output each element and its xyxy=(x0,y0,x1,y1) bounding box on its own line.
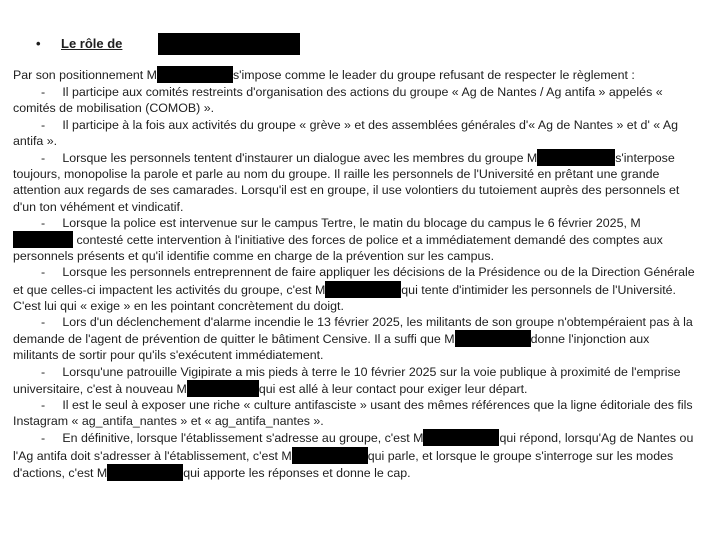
list-dash: - xyxy=(41,117,46,132)
intro-text-before: Par son positionnement M xyxy=(13,68,157,82)
list-item-text: contesté cette intervention à l'initiative des forces de police et a immédiatement demandé des comptes aux personnels présents et qu'il identifie comme en charge de la prévention sur les campus. xyxy=(13,233,663,264)
list-item-text: Il est le seul à exposer une riche « culture antifasciste » usant des mêmes références que la ligne éditoriale des fils Instagram « ag_antifa_nantes » et « ag_antifa_nantes ». xyxy=(13,398,693,429)
redaction-box xyxy=(158,33,300,55)
list-item-text: Il participe à la fois aux activités du groupe « grève » et des assemblées générales d'« Ag de Nantes » et d' « Ag antifa ». xyxy=(13,117,679,148)
list-item xyxy=(13,215,695,265)
list-dash: - xyxy=(41,85,46,100)
redaction-box xyxy=(537,149,615,166)
list-item-text: Lorsqu'une patrouille Vigipirate a mis pieds à terre le 10 février 2025 sur la voie publique à proximité de l'emprise universitaire, c'est à nouveau M xyxy=(13,364,681,396)
list-dash: - xyxy=(41,265,46,280)
list-item-text: Lors d'un déclenchement d'alarme incendie le 13 février 2025, les militants de son groupe n'obtempéraient pas à la demande de l'agent de prévention de quitter le bâtiment Censive. Il a suffi que M xyxy=(13,315,693,347)
intro-text-after: s'impose comme le leader du groupe refusant de respecter le règlement : xyxy=(232,68,635,82)
list-item xyxy=(13,117,695,149)
redaction-box xyxy=(157,66,233,83)
redaction-box xyxy=(423,429,499,446)
redaction-box xyxy=(455,330,531,347)
list-item-text: qui répond, lorsqu'Ag de Nantes ou l'Ag antifa doit s'adresser à l'établissement, c'est M xyxy=(13,431,694,463)
list-item-text: Lorsque les personnels tentent d'instaurer un dialogue avec les membres du groupe M xyxy=(62,151,538,166)
list-item xyxy=(13,397,695,429)
list-item-text: Lorsque la police est intervenue sur le campus Tertre, le matin du blocage du campus le 6 février 2025, M xyxy=(62,215,641,230)
list-dash: - xyxy=(41,315,46,330)
list-dash: - xyxy=(41,151,46,166)
list-item xyxy=(13,149,695,215)
list-item xyxy=(13,264,695,314)
list-item-text: qui apporte les réponses et donne le cap. xyxy=(183,465,411,480)
list-item-text: qui parle, et lorsque le groupe s'interroge sur les modes d'actions, c'est M xyxy=(13,448,674,480)
intro-paragraph xyxy=(13,66,695,83)
list-item xyxy=(13,429,695,481)
redaction-box xyxy=(187,380,259,397)
list-dash: - xyxy=(41,215,46,230)
document-body xyxy=(13,66,695,481)
redaction-box xyxy=(325,281,401,298)
redaction-box xyxy=(107,464,183,481)
list-item-text: En définitive, lorsque l'établissement s'adresse au groupe, c'est M xyxy=(62,431,424,446)
list-item xyxy=(13,364,695,397)
list-item-text: Il participe aux comités restreints d'organisation des actions du groupe « Ag de Nantes / Ag antifa » appelés « comités de mobilisation (COMOB) ». xyxy=(13,85,663,116)
list-dash: - xyxy=(41,364,46,379)
list-dash: - xyxy=(41,398,46,413)
redaction-box xyxy=(292,447,368,464)
list-item xyxy=(13,84,695,116)
redaction-box xyxy=(13,231,73,248)
list-item-text: qui tente d'intimider les personnels de l'Université. C'est lui qui « exige » en les pointant concrètement du doigt. xyxy=(13,282,676,313)
list-item-text: Lorsque les personnels entreprennent de faire appliquer les décisions de la Présidence ou de la Direction Générale et que celles-ci impactent les activités du groupe, c'est M xyxy=(13,265,695,297)
heading-bullet: • xyxy=(36,36,41,51)
list-item-text: qui est allé à leur contact pour exiger leur départ. xyxy=(258,381,528,396)
heading-title: Le rôle de xyxy=(61,36,123,51)
list-item xyxy=(13,314,695,364)
list-item-text: donne l'injonction aux militants de sortir pour qu'ils s'exécutent immédiatement. xyxy=(13,332,650,363)
list-dash: - xyxy=(41,431,46,446)
list-item-text: s'interpose toujours, monopolise la parole et parle au nom du groupe. Il raille les personnels de l'Université en prêtant une grande attention aux regards de ses camarades. Lorsqu'il est en groupe, il use volontiers du tutoiement auprès des personnels et d'un ton véhément et vindicatif. xyxy=(13,151,680,214)
